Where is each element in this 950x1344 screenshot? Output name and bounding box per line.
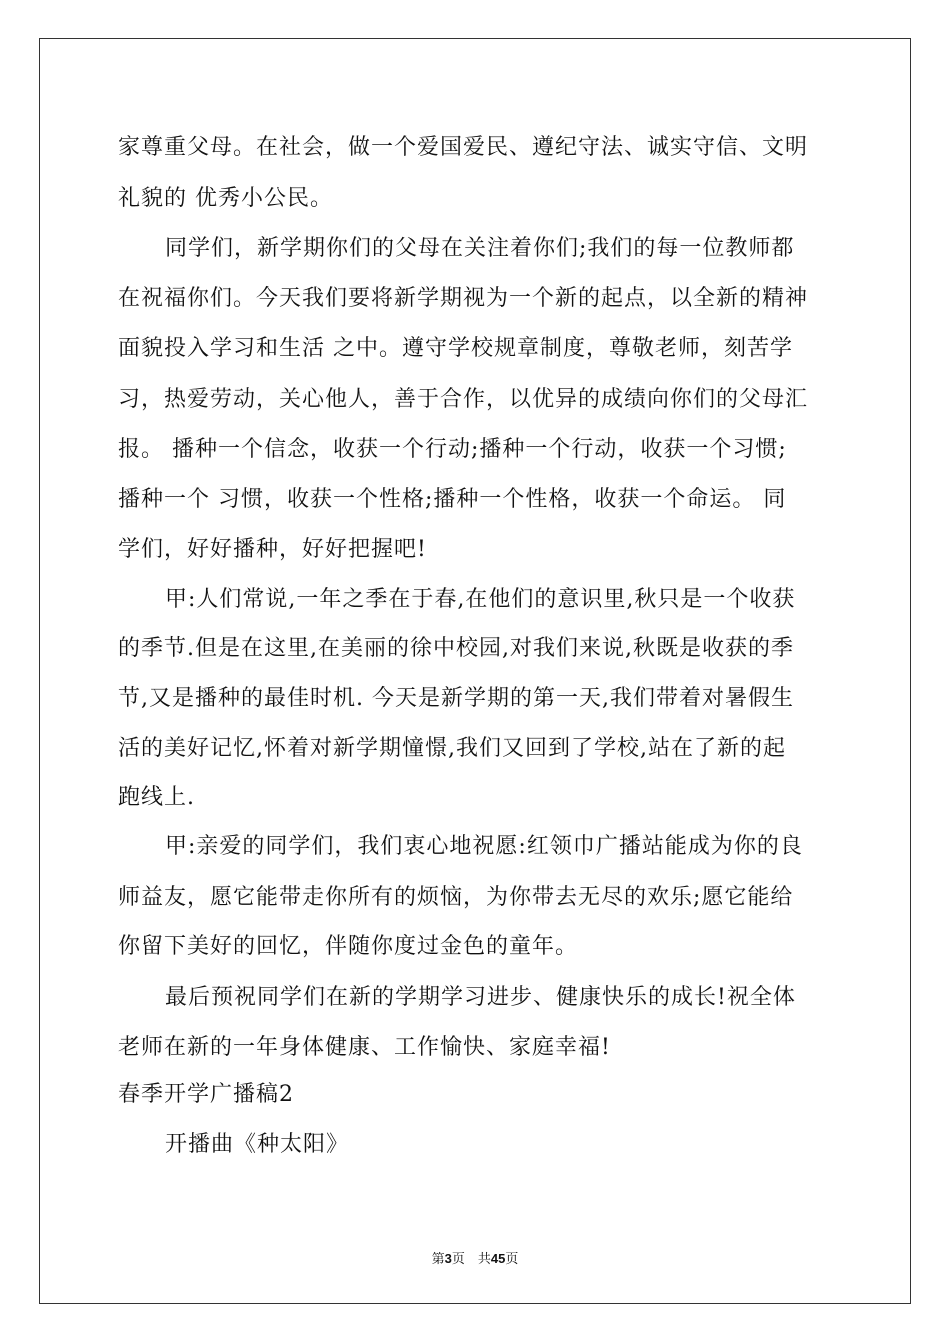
text-line: 习，热爱劳动，关心他人，善于合作，以优异的成绩向你们的父母汇 — [118, 387, 809, 412]
page-border — [39, 38, 911, 1304]
text-line: 你留下美好的回忆，伴随你度过金色的童年。 — [118, 934, 579, 959]
text-line: 学们，好好播种，好好把握吧! — [118, 537, 427, 562]
text-line: 礼貌的 优秀小公民。 — [118, 186, 333, 211]
text-line: 面貌投入学习和生活 之中。遵守学校规章制度，尊敬老师，刻苦学 — [118, 336, 793, 361]
page-number: 3 — [444, 1251, 452, 1266]
text-line: 报。 播种一个信念，收获一个行动;播种一个行动，收获一个习惯; — [118, 437, 787, 462]
text-line: 节,又是播种的最佳时机. 今天是新学期的第一天,我们带着对暑假生 — [118, 686, 794, 711]
text-line: 同学们，新学期你们的父母在关注着你们;我们的每一位教师都 — [165, 236, 795, 261]
footer-prefix: 第 — [431, 1252, 445, 1267]
text-line: 活的美好记忆,怀着对新学期憧憬,我们又回到了学校,站在了新的起 — [118, 736, 786, 761]
page-footer — [0, 1248, 950, 1267]
text-line: 甲:亲爱的同学们，我们衷心地祝愿:红领巾广播站能成为你的良 — [165, 834, 803, 859]
text-line: 最后预祝同学们在新的学期学习进步、健康快乐的成长!祝全体 — [165, 985, 796, 1010]
footer-suffix: 页 — [505, 1252, 519, 1267]
page-total: 45 — [490, 1251, 506, 1266]
text-line: 老师在新的一年身体健康、工作愉快、家庭幸福! — [118, 1035, 611, 1060]
text-line: 开播曲《种太阳》 — [165, 1132, 350, 1157]
text-line: 的季节.但是在这里,在美丽的徐中校园,对我们来说,秋既是收获的季 — [118, 636, 794, 661]
footer-mid: 页 共 — [451, 1252, 491, 1267]
section-heading: 春季开学广播稿2 — [118, 1082, 294, 1107]
text-line: 甲:人们常说,一年之季在于春,在他们的意识里,秋只是一个收获 — [165, 587, 796, 612]
text-line: 师益友，愿它能带走你所有的烦恼，为你带去无尽的欢乐;愿它能给 — [118, 885, 794, 910]
text-line: 家尊重父母。在社会，做一个爱国爱民、遵纪守法、诚实守信、文明 — [118, 135, 809, 160]
text-line: 播种一个 习惯，收获一个性格;播种一个性格，收获一个命运。 同 — [118, 487, 787, 512]
text-line: 在祝福你们。今天我们要将新学期视为一个新的起点，以全新的精神 — [118, 286, 809, 311]
text-line: 跑线上. — [118, 785, 195, 810]
